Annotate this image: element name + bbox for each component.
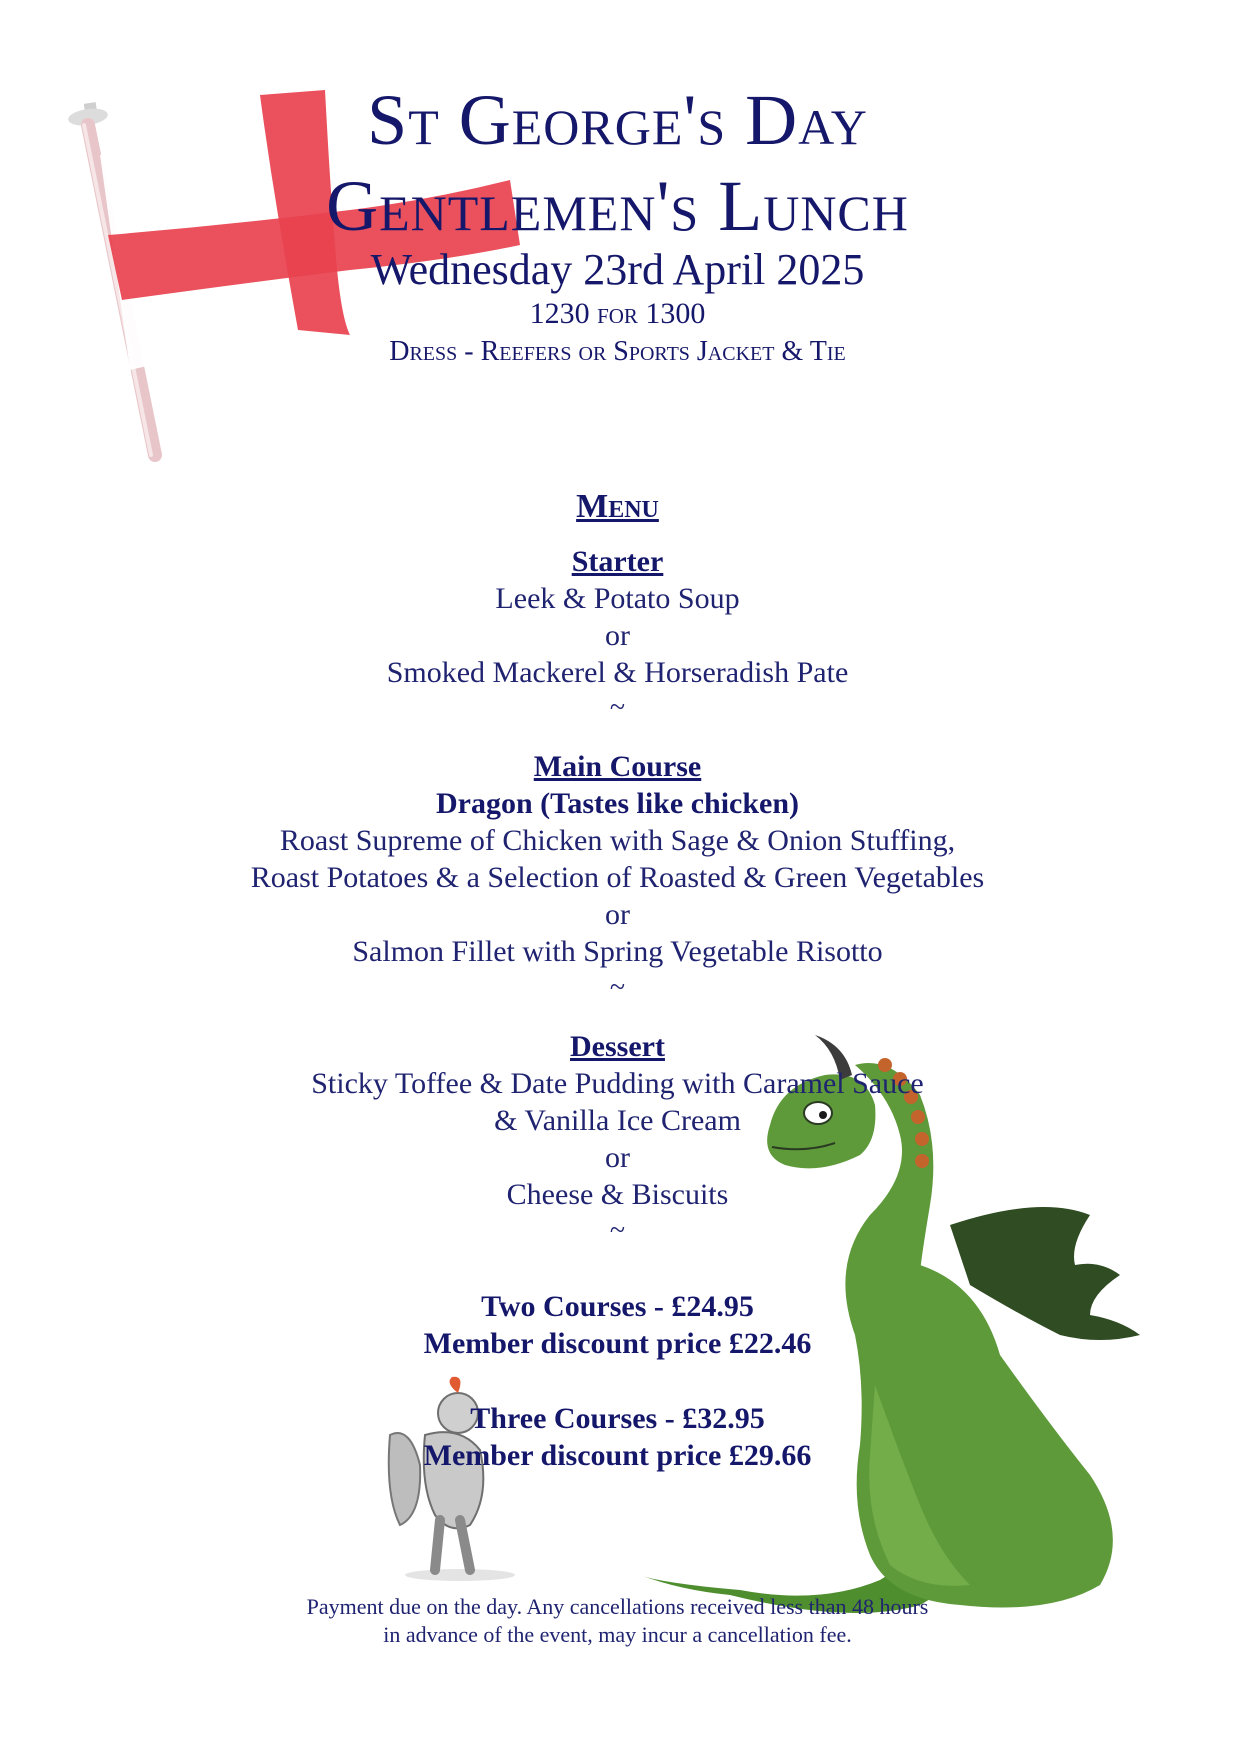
dress-code: Dress - Reefers or Sports Jacket & Tie xyxy=(389,336,846,367)
main-course-heading: Main Course xyxy=(533,750,702,783)
dessert-option-1-line1: Sticky Toffee & Date Pudding with Caramel Sauce xyxy=(311,1067,924,1100)
footer-payment-note: Payment due on the day. Any cancellations received less than 48 hours xyxy=(306,1594,929,1619)
event-title-line1: St George's Day xyxy=(367,80,868,160)
price-two-courses: Two Courses - £24.95 xyxy=(481,1290,754,1323)
main-or: or xyxy=(605,898,630,931)
starter-separator: ~ xyxy=(609,692,626,723)
price-three-courses: Three Courses - £32.95 xyxy=(470,1402,765,1435)
main-option-2: Salmon Fillet with Spring Vegetable Risotto xyxy=(352,935,883,968)
starter-or: or xyxy=(605,619,630,652)
main-option-1-line1: Roast Supreme of Chicken with Sage & Onion Stuffing, xyxy=(279,824,956,857)
main-option-1-line2: Roast Potatoes & a Selection of Roasted & Green Vegetables xyxy=(250,861,985,894)
menu-heading: Menu xyxy=(576,488,659,525)
event-title-line2: Gentlemen's Lunch xyxy=(326,166,909,246)
main-course-feature: Dragon (Tastes like chicken) xyxy=(435,787,800,820)
dessert-option-2: Cheese & Biscuits xyxy=(506,1178,729,1211)
price-three-courses-member: Member discount price £29.66 xyxy=(423,1439,812,1472)
dessert-heading: Dessert xyxy=(570,1030,665,1063)
dessert-or: or xyxy=(605,1141,630,1174)
price-two-courses-member: Member discount price £22.46 xyxy=(423,1327,812,1360)
dessert-option-1-line2: & Vanilla Ice Cream xyxy=(494,1104,741,1137)
dessert-separator: ~ xyxy=(609,1215,626,1246)
starter-option-2: Smoked Mackerel & Horseradish Pate xyxy=(386,656,849,689)
starter-heading: Starter xyxy=(571,545,664,578)
starter-option-1: Leek & Potato Soup xyxy=(495,582,740,615)
main-separator: ~ xyxy=(609,972,626,1003)
footer-cancellation-note: in advance of the event, may incur a cancellation fee. xyxy=(383,1622,852,1647)
event-date: Wednesday 23rd April 2025 xyxy=(370,245,865,294)
event-time: 1230 for 1300 xyxy=(529,297,706,330)
